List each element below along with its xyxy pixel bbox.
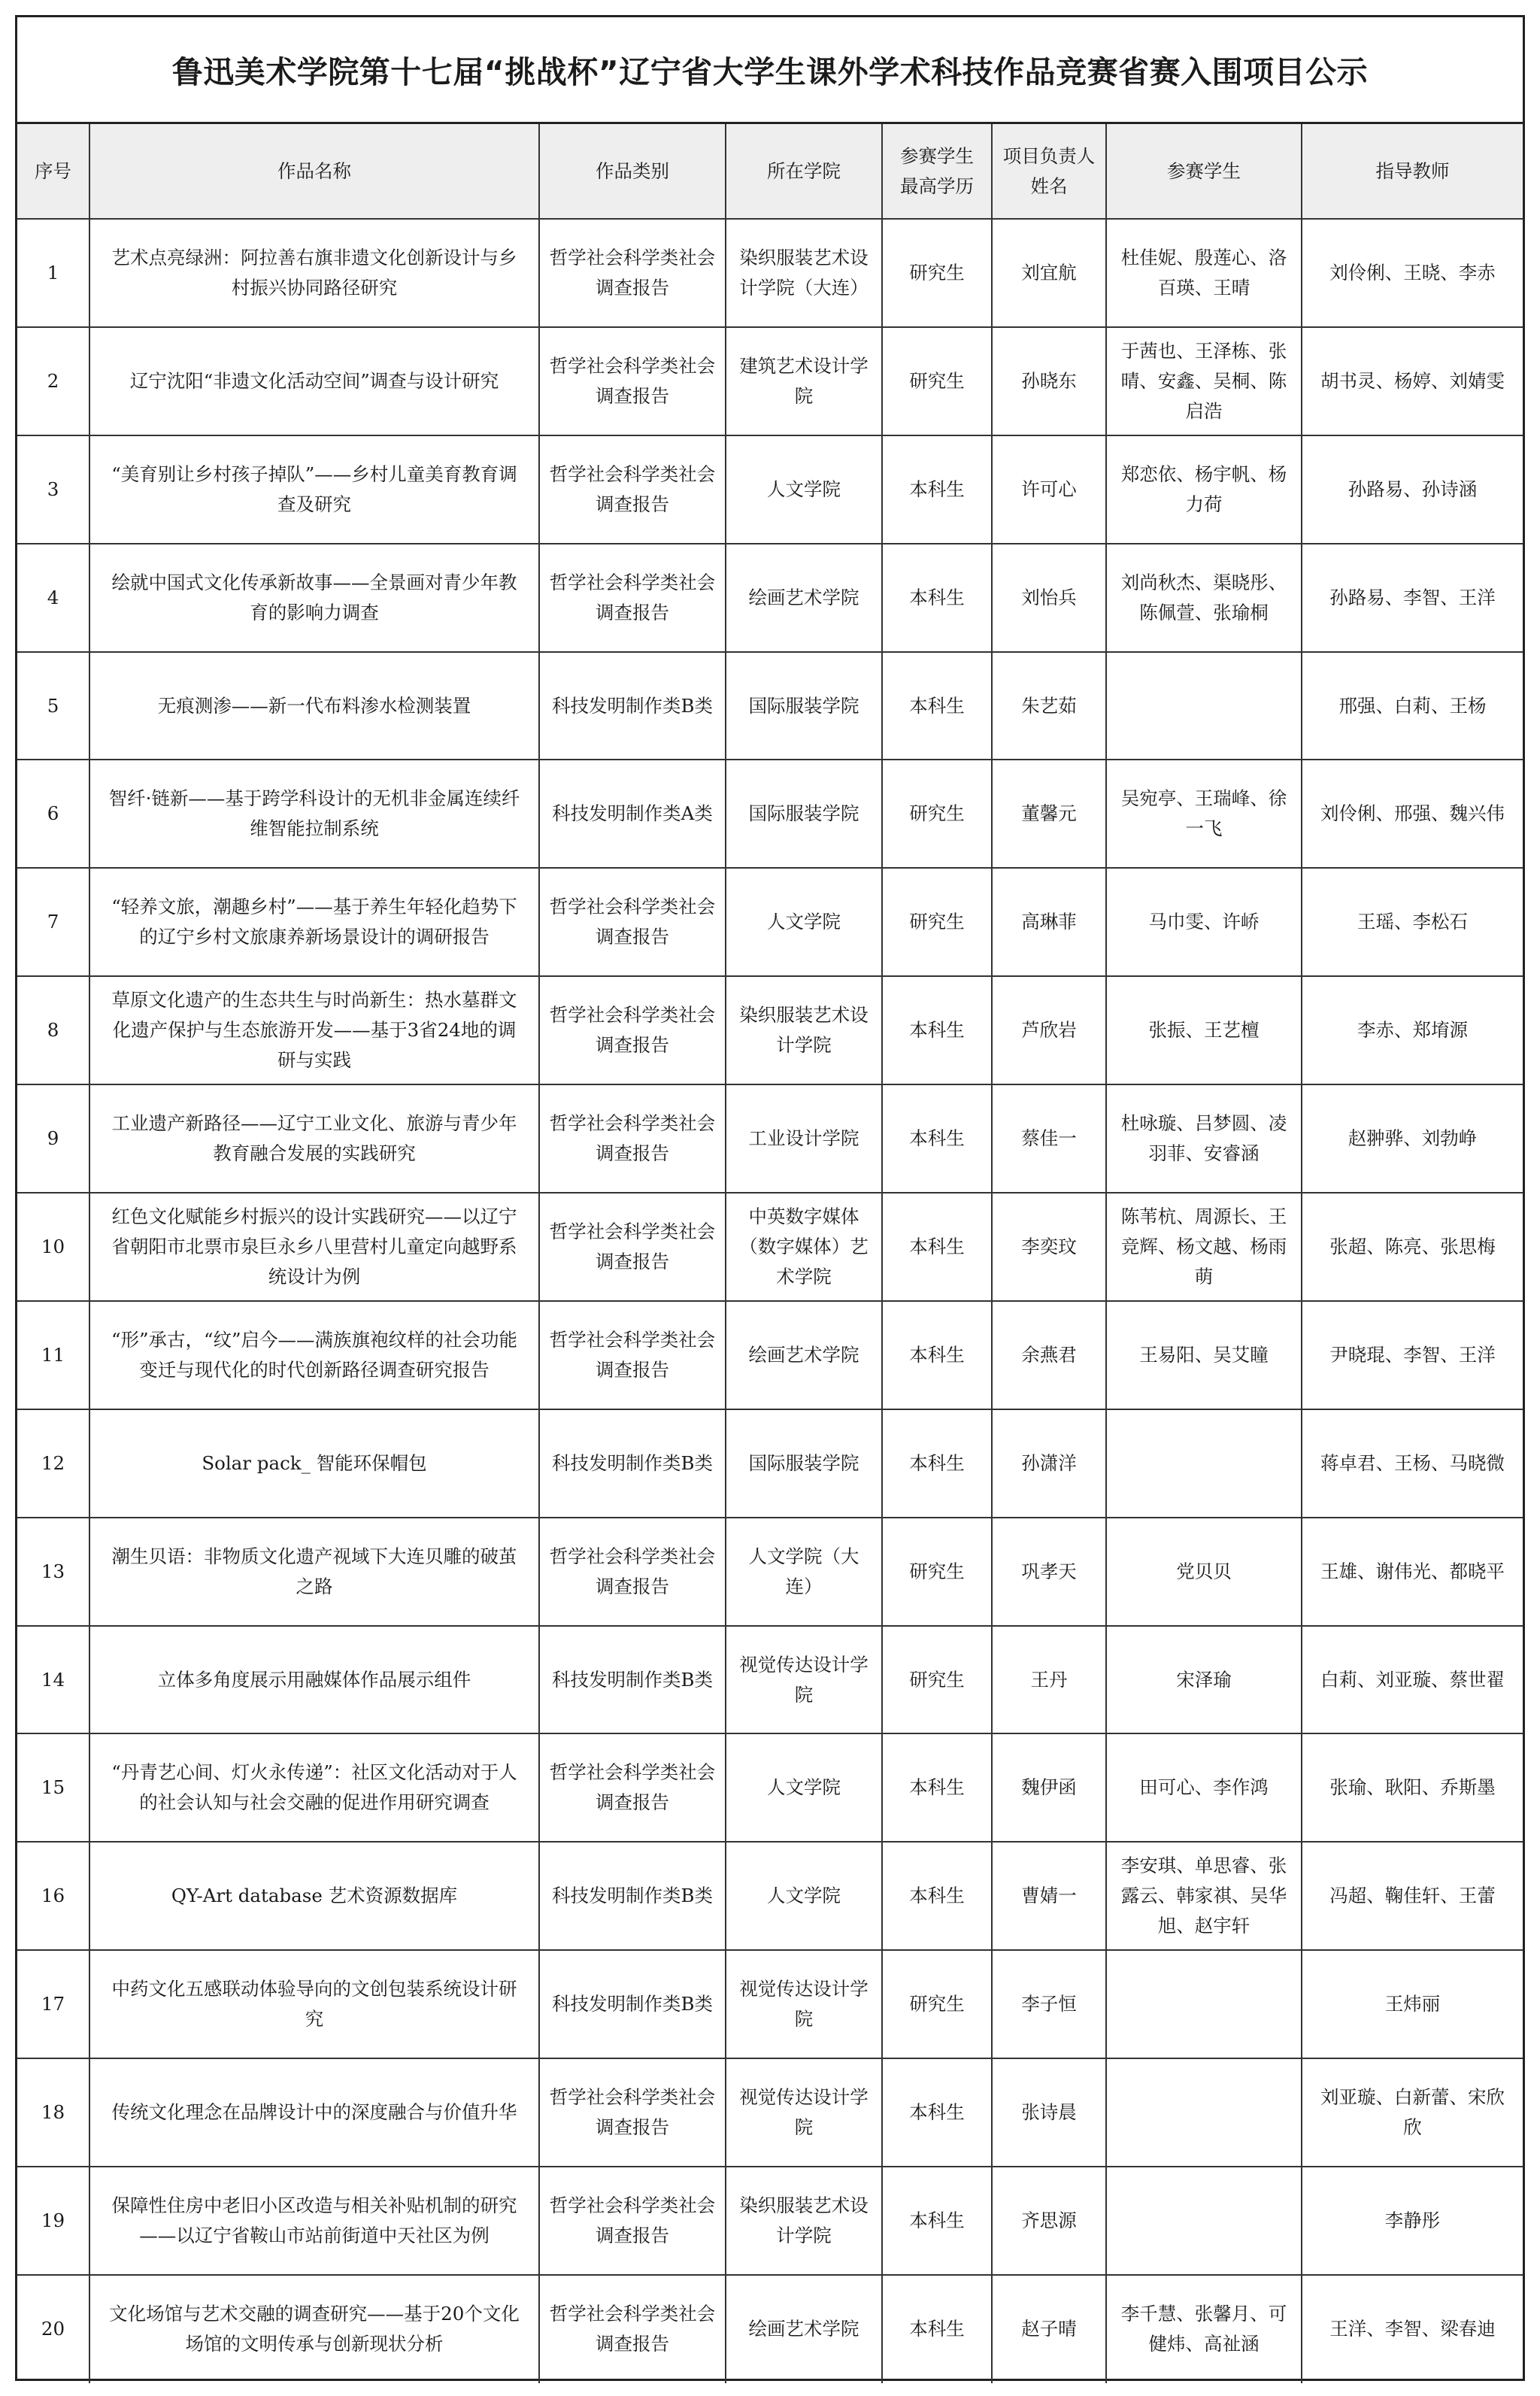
cell-teachers: 蒋卓君、王杨、马晓微 [1302,1409,1523,1518]
table-row [17,976,1523,1084]
cell-no: 17 [17,1950,89,2058]
cell-project-name: “美育别让乡村孩子掉队”——乡村儿童美育教育调查及研究 [89,435,539,544]
cell-project-name: 潮生贝语：非物质文化遗产视域下大连贝雕的破茧之路 [89,1518,539,1626]
cell-project-name: 文化场馆与艺术交融的调查研究——基于20个文化场馆的文明传承与创新现状分析 [89,2275,539,2383]
cell-teachers: 赵翀骅、刘勃峥 [1302,1084,1523,1193]
cell-students [1106,652,1302,760]
table-row [17,1950,1523,2058]
page-title: 鲁迅美术学院第十七届“挑战杯”辽宁省大学生课外学术科技作品竞赛省赛入围项目公示 [17,17,1523,124]
cell-project-name: 无痕测渗——新一代布料渗水检测装置 [89,652,539,760]
cell-project-name: 传统文化理念在品牌设计中的深度融合与价值升华 [89,2058,539,2167]
cell-leader: 巩孝天 [992,1518,1106,1626]
cell-teachers: 白莉、刘亚璇、蔡世翟 [1302,1626,1523,1734]
cell-no: 4 [17,544,89,652]
cell-project-name: 立体多角度展示用融媒体作品展示组件 [89,1626,539,1734]
cell-degree: 研究生 [882,1518,992,1626]
cell-leader: 王丹 [992,1626,1106,1734]
cell-students [1106,1950,1302,2058]
cell-degree: 本科生 [882,2167,992,2275]
cell-project-name: Solar pack_ 智能环保帽包 [89,1409,539,1518]
cell-category: 哲学社会科学类社会调查报告 [539,1193,726,1301]
cell-no: 5 [17,652,89,760]
table-row [17,1409,1523,1518]
cell-students: 于茜也、王泽栋、张晴、安鑫、吴桐、陈启浩 [1106,327,1302,435]
cell-no: 16 [17,1842,89,1950]
cell-degree: 本科生 [882,1409,992,1518]
cell-students [1106,1409,1302,1518]
cell-no: 15 [17,1733,89,1842]
table-row [17,544,1523,652]
cell-project-name: 工业遗产新路径——辽宁工业文化、旅游与青少年教育融合发展的实践研究 [89,1084,539,1193]
cell-project-name: 绘就中国式文化传承新故事——全景画对青少年教育的影响力调查 [89,544,539,652]
cell-category: 哲学社会科学类社会调查报告 [539,868,726,976]
cell-degree: 研究生 [882,760,992,868]
cell-students: 王易阳、吴艾瞳 [1106,1301,1302,1409]
cell-college: 国际服装学院 [726,652,882,760]
header-name: 作品名称 [89,124,539,219]
cell-no: 7 [17,868,89,976]
table-row [17,2275,1523,2383]
cell-teachers: 孙路易、孙诗涵 [1302,435,1523,544]
cell-degree: 研究生 [882,327,992,435]
cell-college: 染织服装艺术设计学院 [726,976,882,1084]
cell-no: 11 [17,1301,89,1409]
table-row [17,760,1523,868]
table-row [17,2058,1523,2167]
cell-no: 18 [17,2058,89,2167]
header-college: 所在学院 [726,124,882,219]
cell-leader: 高琳菲 [992,868,1106,976]
cell-project-name: “形”承古，“纹”启今——满族旗袍纹样的社会功能变迁与现代化的时代创新路径调查研究报告 [89,1301,539,1409]
cell-degree: 本科生 [882,1084,992,1193]
cell-teachers: 刘亚璇、白新蕾、宋欣欣 [1302,2058,1523,2167]
cell-college: 视觉传达设计学院 [726,1950,882,2058]
cell-teachers: 王洋、李智、梁春迪 [1302,2275,1523,2383]
cell-teachers: 李赤、郑堉源 [1302,976,1523,1084]
cell-category: 科技发明制作类B类 [539,1842,726,1950]
cell-leader: 刘怡兵 [992,544,1106,652]
cell-students: 杜咏璇、吕梦圆、凌羽菲、安睿涵 [1106,1084,1302,1193]
cell-teachers: 胡书灵、杨婷、刘婧雯 [1302,327,1523,435]
table-header-row [17,124,1523,219]
cell-project-name: 草原文化遗产的生态共生与时尚新生：热水墓群文化遗产保护与生态旅游开发——基于3省24地的调研与实践 [89,976,539,1084]
cell-category: 科技发明制作类A类 [539,760,726,868]
table-row [17,1626,1523,1734]
cell-category: 哲学社会科学类社会调查报告 [539,2167,726,2275]
cell-leader: 朱艺茹 [992,652,1106,760]
cell-no: 6 [17,760,89,868]
cell-college: 人文学院 [726,435,882,544]
cell-teachers: 张瑜、耿阳、乔斯墨 [1302,1733,1523,1842]
cell-project-name: “轻养文旅，潮趣乡村”——基于养生年轻化趋势下的辽宁乡村文旅康养新场景设计的调研报告 [89,868,539,976]
header-no: 序号 [17,124,89,219]
cell-no: 14 [17,1626,89,1734]
cell-category: 科技发明制作类B类 [539,1950,726,2058]
cell-leader: 赵子晴 [992,2275,1106,2383]
cell-leader: 孙潇洋 [992,1409,1106,1518]
cell-degree: 本科生 [882,976,992,1084]
cell-project-name: 智纤·链新——基于跨学科设计的无机非金属连续纤维智能拉制系统 [89,760,539,868]
cell-degree: 研究生 [882,1950,992,2058]
cell-leader: 芦欣岩 [992,976,1106,1084]
cell-leader: 孙晓东 [992,327,1106,435]
cell-college: 染织服装艺术设计学院（大连） [726,219,882,327]
cell-teachers: 刘伶俐、邢强、魏兴伟 [1302,760,1523,868]
cell-no: 20 [17,2275,89,2383]
table-row [17,219,1523,327]
cell-degree: 本科生 [882,2058,992,2167]
cell-no: 19 [17,2167,89,2275]
cell-degree: 研究生 [882,219,992,327]
cell-teachers: 王炜丽 [1302,1950,1523,2058]
cell-project-name: 中药文化五感联动体验导向的文创包装系统设计研究 [89,1950,539,2058]
cell-college: 国际服装学院 [726,760,882,868]
cell-college: 绘画艺术学院 [726,1301,882,1409]
cell-category: 哲学社会科学类社会调查报告 [539,1084,726,1193]
cell-category: 哲学社会科学类社会调查报告 [539,327,726,435]
cell-category: 哲学社会科学类社会调查报告 [539,2058,726,2167]
cell-leader: 李子恒 [992,1950,1106,2058]
table-row [17,2167,1523,2275]
cell-students: 刘尚秋杰、渠晓彤、陈佩萱、张瑜桐 [1106,544,1302,652]
table-row [17,1301,1523,1409]
cell-teachers: 冯超、鞠佳轩、王蕾 [1302,1842,1523,1950]
announcement-sheet [15,15,1525,2381]
cell-project-name: 辽宁沈阳“非遗文化活动空间”调查与设计研究 [89,327,539,435]
cell-leader: 董馨元 [992,760,1106,868]
cell-leader: 许可心 [992,435,1106,544]
cell-degree: 本科生 [882,435,992,544]
cell-category: 哲学社会科学类社会调查报告 [539,544,726,652]
cell-project-name: 艺术点亮绿洲：阿拉善右旗非遗文化创新设计与乡村振兴协同路径研究 [89,219,539,327]
cell-college: 人文学院（大连） [726,1518,882,1626]
cell-no: 9 [17,1084,89,1193]
cell-college: 绘画艺术学院 [726,2275,882,2383]
cell-no: 3 [17,435,89,544]
cell-category: 哲学社会科学类社会调查报告 [539,976,726,1084]
table-row [17,327,1523,435]
table-row [17,652,1523,760]
cell-no: 12 [17,1409,89,1518]
cell-students: 李安琪、单思睿、张露云、韩家祺、吴华旭、赵宇轩 [1106,1842,1302,1950]
cell-students: 党贝贝 [1106,1518,1302,1626]
cell-category: 哲学社会科学类社会调查报告 [539,1518,726,1626]
header-degree: 参赛学生最高学历 [882,124,992,219]
cell-degree: 本科生 [882,1301,992,1409]
cell-no: 13 [17,1518,89,1626]
cell-category: 哲学社会科学类社会调查报告 [539,2275,726,2383]
cell-students: 陈苇杭、周源长、王竞辉、杨文越、杨雨萌 [1106,1193,1302,1301]
table-row [17,1842,1523,1950]
cell-college: 中英数字媒体（数字媒体）艺术学院 [726,1193,882,1301]
cell-teachers: 邢强、白莉、王杨 [1302,652,1523,760]
cell-leader: 蔡佳一 [992,1084,1106,1193]
cell-degree: 本科生 [882,1842,992,1950]
cell-students: 郑恋依、杨宇帆、杨力荷 [1106,435,1302,544]
table-row [17,1084,1523,1193]
cell-college: 视觉传达设计学院 [726,2058,882,2167]
cell-students: 马巾雯、许峤 [1106,868,1302,976]
header-leader: 项目负责人姓名 [992,124,1106,219]
cell-college: 绘画艺术学院 [726,544,882,652]
cell-degree: 研究生 [882,1626,992,1734]
cell-no: 1 [17,219,89,327]
cell-project-name: QY-Art database 艺术资源数据库 [89,1842,539,1950]
cell-students: 田可心、李作鸿 [1106,1733,1302,1842]
cell-students: 吴宛亭、王瑞峰、徐一飞 [1106,760,1302,868]
cell-students [1106,2167,1302,2275]
header-students: 参赛学生 [1106,124,1302,219]
cell-leader: 魏伊函 [992,1733,1106,1842]
cell-teachers: 尹晓琨、李智、王洋 [1302,1301,1523,1409]
cell-teachers: 孙路易、李智、王洋 [1302,544,1523,652]
cell-college: 人文学院 [726,868,882,976]
cell-no: 8 [17,976,89,1084]
cell-category: 哲学社会科学类社会调查报告 [539,1301,726,1409]
cell-degree: 本科生 [882,2275,992,2383]
cell-category: 科技发明制作类B类 [539,1409,726,1518]
cell-teachers: 刘伶俐、王晓、李赤 [1302,219,1523,327]
cell-degree: 本科生 [882,1733,992,1842]
cell-college: 国际服装学院 [726,1409,882,1518]
cell-category: 哲学社会科学类社会调查报告 [539,219,726,327]
cell-students: 李千慧、张馨月、可健炜、高祉涵 [1106,2275,1302,2383]
cell-teachers: 王瑶、李松石 [1302,868,1523,976]
cell-college: 人文学院 [726,1733,882,1842]
cell-teachers: 王雄、谢伟光、都晓平 [1302,1518,1523,1626]
cell-category: 科技发明制作类B类 [539,1626,726,1734]
cell-students: 张振、王艺檀 [1106,976,1302,1084]
cell-project-name: 保障性住房中老旧小区改造与相关补贴机制的研究——以辽宁省鞍山市站前街道中天社区为例 [89,2167,539,2275]
cell-leader: 余燕君 [992,1301,1106,1409]
cell-college: 建筑艺术设计学院 [726,327,882,435]
cell-teachers: 张超、陈亮、张思梅 [1302,1193,1523,1301]
cell-teachers: 李静彤 [1302,2167,1523,2275]
cell-students: 杜佳妮、殷莲心、洛百瑛、王晴 [1106,219,1302,327]
header-category: 作品类别 [539,124,726,219]
table-body [17,219,1523,2383]
cell-no: 2 [17,327,89,435]
cell-project-name: “丹青艺心间、灯火永传递”：社区文化活动对于人的社会认知与社会交融的促进作用研究调查 [89,1733,539,1842]
cell-degree: 本科生 [882,544,992,652]
cell-category: 哲学社会科学类社会调查报告 [539,435,726,544]
cell-leader: 齐思源 [992,2167,1106,2275]
cell-degree: 本科生 [882,652,992,760]
cell-no: 10 [17,1193,89,1301]
cell-project-name: 红色文化赋能乡村振兴的设计实践研究——以辽宁省朝阳市北票市泉巨永乡八里营村儿童定向越野系统设计为例 [89,1193,539,1301]
table-row [17,1518,1523,1626]
cell-leader: 曹婧一 [992,1842,1106,1950]
cell-college: 视觉传达设计学院 [726,1626,882,1734]
cell-college: 人文学院 [726,1842,882,1950]
cell-degree: 研究生 [882,868,992,976]
cell-leader: 张诗晨 [992,2058,1106,2167]
cell-category: 哲学社会科学类社会调查报告 [539,1733,726,1842]
table-row [17,1193,1523,1301]
cell-college: 染织服装艺术设计学院 [726,2167,882,2275]
cell-category: 科技发明制作类B类 [539,652,726,760]
projects-table [17,124,1523,2383]
table-row [17,1733,1523,1842]
cell-students: 宋泽瑜 [1106,1626,1302,1734]
cell-college: 工业设计学院 [726,1084,882,1193]
header-teachers: 指导教师 [1302,124,1523,219]
cell-leader: 刘宜航 [992,219,1106,327]
table-row [17,868,1523,976]
table-row [17,435,1523,544]
cell-degree: 本科生 [882,1193,992,1301]
cell-students [1106,2058,1302,2167]
cell-leader: 李奕玟 [992,1193,1106,1301]
